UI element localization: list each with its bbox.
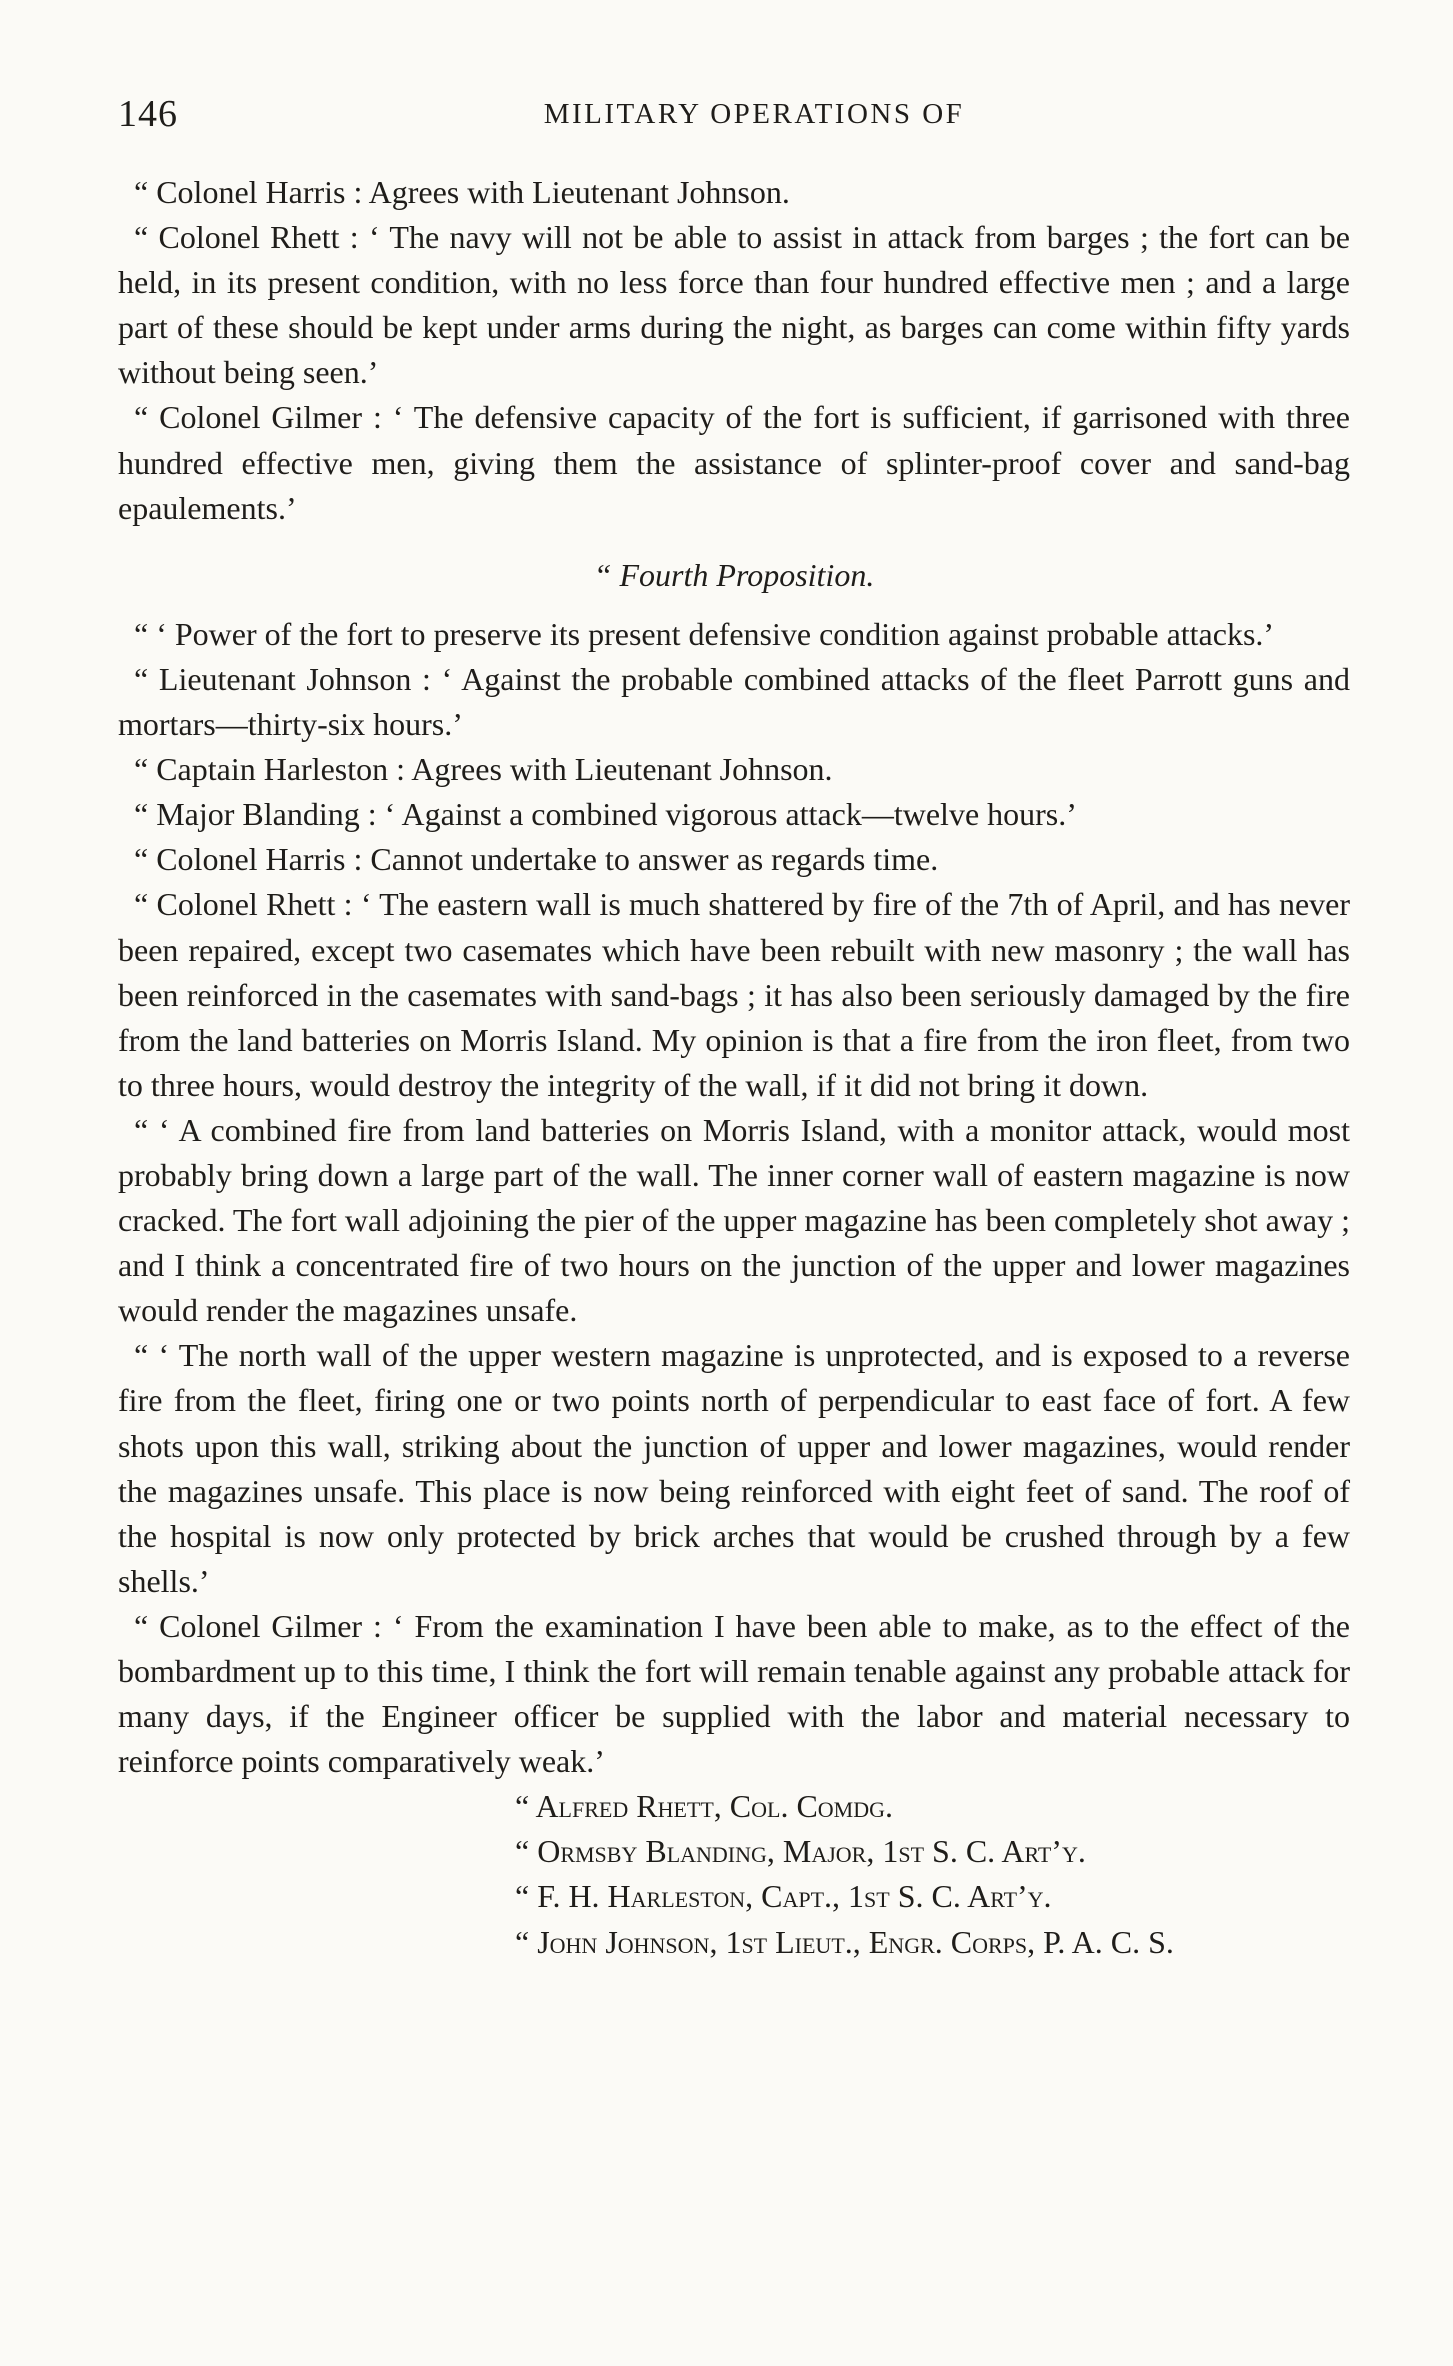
signature-line: “ John Johnson, 1st Lieut., Engr. Corps, P. A. C. S. bbox=[515, 1923, 1174, 1960]
paragraph-rhett-1: “ Colonel Rhett : ‘ The navy will not be able to assist in attack from barges ; the fort can be held, in its present condition, with no less force than four hundred effective men ; and a large part of these should be kept under arms during the night, as barges can come within fifty yards without being seen.’ bbox=[118, 219, 1350, 391]
paragraph-harris-1: “ Colonel Harris : Agrees with Lieutenant Johnson. bbox=[134, 174, 790, 210]
page-number: 146 bbox=[118, 93, 178, 135]
signature-line: “ F. H. Harleston, Capt., 1st S. C. Art’y. bbox=[515, 1878, 1052, 1915]
signature-line: “ Alfred Rhett, Col. Comdg. bbox=[515, 1788, 894, 1825]
paragraph-blanding: “ Major Blanding : ‘ Against a combined vigorous attack—twelve hours.’ bbox=[134, 796, 1077, 833]
paragraph-rhett-4: “ ‘ The north wall of the upper western magazine is unprotected, and is exposed to a reverse fire from the fleet, firing one or two points north of perpendicular to east face of fort. A few shots upon this wall, striking about the junction of upper and lower magazines, would render the magazines unsafe. This place is now being reinforced with eight feet of sand. The roof of the hospital is now only protected by brick arches that would be crushed through by a few shells.’ bbox=[118, 1337, 1350, 1599]
paragraph-gilmer-2: “ Colonel Gilmer : ‘ From the examination I have been able to make, as to the effect of the bombardment up to this time, I think the fort will remain tenable against any probable attack for many days, if the Engineer officer be supplied with the labor and material necessary to reinforce points comparatively weak.’ bbox=[118, 1607, 1350, 1780]
signature-line: “ Ormsby Blanding, Major, 1st S. C. Art’y. bbox=[515, 1833, 1086, 1870]
signature-block bbox=[515, 1784, 1350, 1964]
section-heading-fourth-proposition: “ Fourth Proposition. bbox=[593, 556, 875, 593]
running-head: MILITARY OPERATIONS OF bbox=[543, 98, 965, 130]
paragraph-harris-2: “ Colonel Harris : Cannot undertake to answer as regards time. bbox=[134, 841, 939, 878]
paragraph-harleston: “ Captain Harleston : Agrees with Lieutenant Johnson. bbox=[134, 751, 833, 788]
paragraph-rhett-2: “ Colonel Rhett : ‘ The eastern wall is much shattered by fire of the 7th of April, and has never been repaired, except two casemates which have been rebuilt with new masonry ; the wall has been reinforced in the casemates with sand-bags ; it has also been seriously damaged by the fire from the land batteries on Morris Island. My opinion is that a fire from the iron fleet, from two to three hours, would destroy the integrity of the wall, if it did not bring it down. bbox=[118, 886, 1350, 1103]
paragraph-gilmer-1: “ Colonel Gilmer : ‘ The defensive capacity of the fort is sufficient, if garrisoned with three hundred effective men, giving them the assistance of splinter-proof cover and sand-bag epaulements.’ bbox=[118, 399, 1350, 526]
body-text bbox=[118, 170, 1350, 1784]
book-page bbox=[118, 92, 1350, 1965]
paragraph-rhett-3: “ ‘ A combined fire from land batteries on Morris Island, with a monitor attack, would most probably bring down a large part of the wall. The inner corner wall of eastern magazine is now cracked. The fort wall adjoining the pier of the upper magazine has been completely shot away ; and I think a concentrated fire of two hours on the junction of the upper and lower magazines would render the magazines unsafe. bbox=[118, 1111, 1350, 1329]
page-header bbox=[118, 92, 1350, 142]
paragraph-proposition-statement: “ ‘ Power of the fort to preserve its present defensive condition against probable attacks.’ bbox=[134, 615, 1275, 652]
paragraph-johnson: “ Lieutenant Johnson : ‘ Against the probable combined attacks of the fleet Parrott guns and mortars—thirty-six hours.’ bbox=[118, 660, 1350, 743]
